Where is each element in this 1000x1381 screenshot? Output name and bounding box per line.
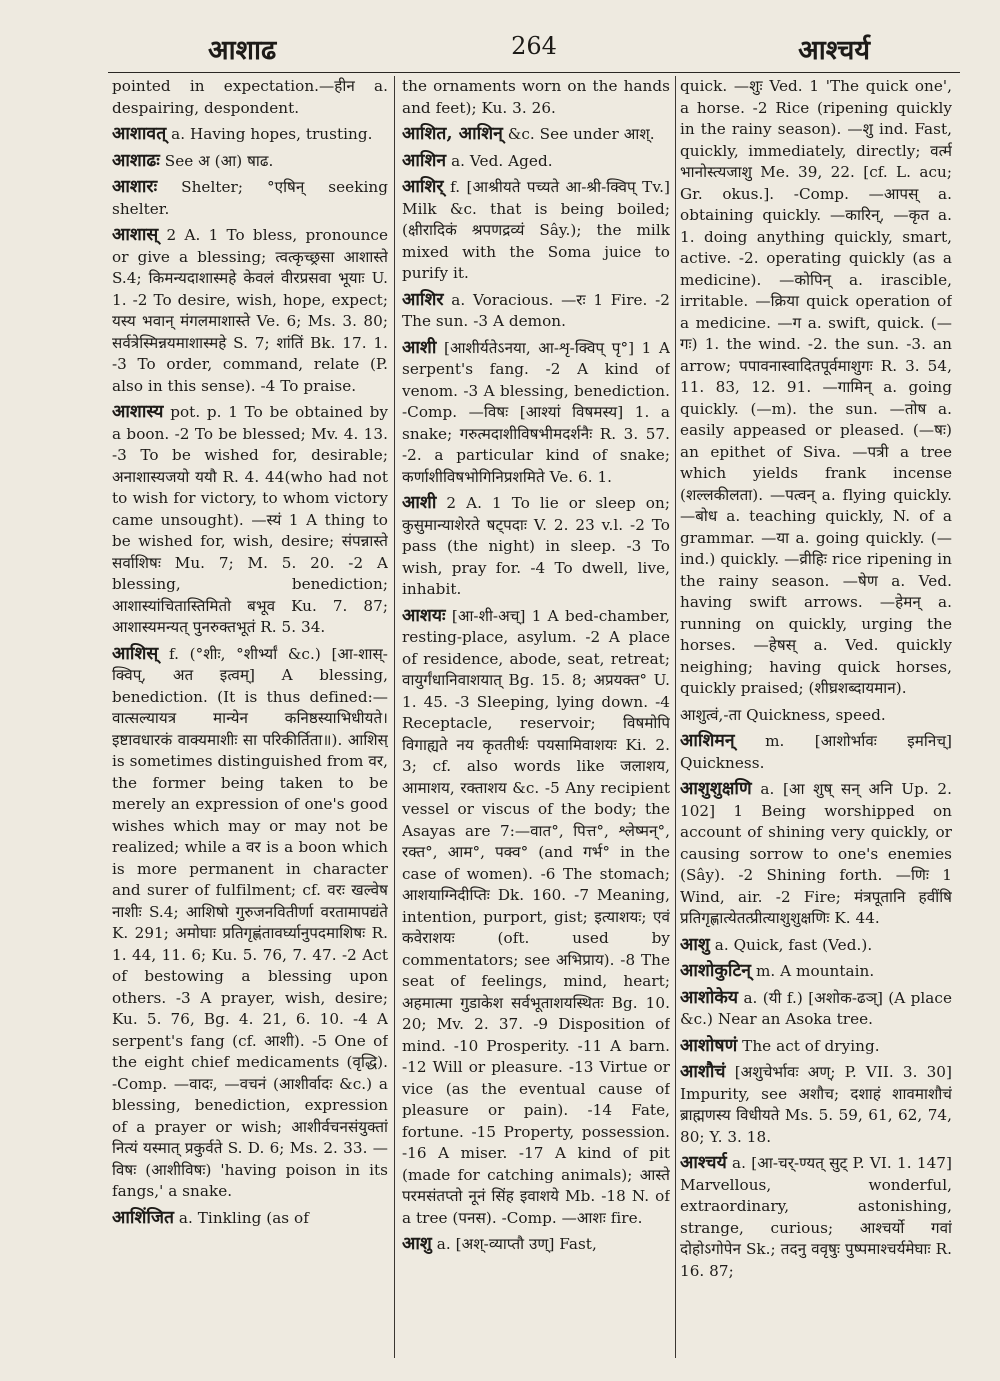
dictionary-entry <box>680 1153 952 1282</box>
column-1 <box>112 76 388 1366</box>
entry-headword: आशिंजित <box>112 1207 175 1228</box>
entry-body: a. [आ-चर्-ण्यत् सुट् P. VI. 1. 147] Marvellous, wonderful, extraordinary, astonishing, strange, curious; आश्चर्यो गवां दोहोऽगोपेन Sk.; तदनु ववृषुः पुष्पमाश्चर्यमेघाः R. 16. 87; <box>680 1154 952 1280</box>
entry-body: a. Having hopes, trusting. <box>166 125 373 143</box>
entry-body: quick. —शुः Ved. 1 'The quick one', a horse. -2 Rice (ripening quickly in the rainy season). —शु ind. Fast, quickly, immediately, directly; वर्त्म भानोस्त्यजाशु Me. 39, 22. [cf. L. acu; Gr. okus.]. -Comp. —आपस् a. obtaining quickly. —कारिन्, —कृत a. 1. doing anything quickly, smart, active. -2. operating quickly (as a medicine). —कोपिन् a. irascible, irritable. —क्रिया quick operation of a medicine. —ग a. swift, quick. (—गः) 1. the wind. -2. the sun. -3. an arrow; पपावनास्वादितपूर्वमाशुगः R. 3. 54, 11. 83, 12. 91. —गामिन् a. going quickly. (—m). the sun. —तोष a. easily appeased or pleased. (—षः) an epithet of Siva. —पत्री a tree which yields frank incense (शल्लकीलता). —पत्वन् a. flying quickly. —बोध a. teaching quickly, N. of a grammar. —या a. going quickly. (—ind.) quickly. —व्रीहिः rice ripening in the rainy season. —षेण a. Ved. having swift arrows. —हेमन् a. running on quickly, urging the horses. —हेषस् a. Ved. quickly neighing; having quick horses, quickly praised; (शीघ्रशब्दायमान). <box>680 77 952 697</box>
entry-body: [आशीर्यतेऽनया, आ-शृ-क्विप् पृ°] 1 A serpent's fang. -2 A kind of venom. -3 A blessing, benediction. -Comp. —विषः [आश्यां विषमस्य] 1. a snake; गरुत्मदाशीविषभीमदर्शनैः R. 3. 57. -2. a particular kind of snake; कर्णाशीविषभोगिनिप्रशमिते Ve. 6. 1. <box>402 338 670 486</box>
entry-headword: आशी <box>402 493 437 513</box>
dictionary-entry <box>402 151 670 173</box>
entry-body: [अशुचेर्भावः अण्; P. VII. 3. 30] Impurity, see अशौच; दशाहं शावमाशौचं ब्राह्मणस्य विधीयते Ms. 5. 59, 61, 62, 74, 80; Y. 3. 18. <box>680 1063 952 1146</box>
header-rule <box>108 72 960 73</box>
entry-body: a. [अश्-व्याप्तौ उण्] Fast, <box>431 1235 597 1253</box>
entry-body: 2 A. 1 To bless, pronounce or give a blessing; त्वत्कृच्छ्रसा आशास्ते S.4; किमन्यदाशास्महे केवलं वीरप्रसवा भूयाः U. 1. -2 To desire, wish, hope, expect; यस्य भवान् मंगलमाशास्ते Ve. 6; Ms. 3. 80; सर्वत्रेस्मिन्नयमाशास्महे S. 7; शांतिं Bk. 17. 1. -3 To order, command, relate (P. also in this sense). -4 To praise. <box>112 226 388 395</box>
entry-body: f. (°शीः, °शीर्भ्यां &c.) [आ-शास्-क्विप्, अत इत्वम्] A blessing, benediction. (It is thus defined:—वात्सल्यायत्र मान्येन कनिष्ठस्याभिधीयते। इष्टावधारकं वाक्यमाशीः सा परिकीर्तिता॥). आशिस् is sometimes distinguished from वर, the former being taken to be merely an expression of one's good wishes which may or may not be realized; while a वर is a boon which is more permanent in character and surer of fulfilment; cf. वरः खल्वेष नाशीः S.4; आशिषो गुरुजनवितीर्णा वरतामापद्यंते K. 291; अमोघाः प्रतिगृह्णंतावर्घ्यानुपदमाशिषः R. 1. 44, 11. 6; Ku. 5. 76, 7. 47. -2 Act of bestowing a blessing upon others. -3 A prayer, wish, desire; Ku. 5. 76, Bg. 4. 21, 6. 10. -4 A serpent's fang (cf. आशी). -5 One of the eight chief medicaments (वृद्धि). -Comp. —वादः, —वचनं (आशीर्वादः &c.) a blessing, benediction, expression of a prayer or wish; आशीर्वचनसंयुक्तां नित्यं यस्मात् प्रकुर्वते S. D. 6; Ms. 2. 33. —विषः (आशीविषः) 'having poison in its fangs,' a snake. <box>112 644 388 1200</box>
dictionary-entry <box>402 177 670 285</box>
dictionary-entry <box>680 705 952 727</box>
entry-headword: आशी <box>402 337 437 358</box>
dictionary-entry <box>112 151 388 173</box>
dictionary-entry <box>112 1208 388 1230</box>
entry-body: The act of drying. <box>737 1036 880 1055</box>
dictionary-entry <box>402 606 670 1230</box>
dictionary-entry <box>680 731 952 774</box>
dictionary-entry <box>402 76 670 119</box>
dictionary-entry <box>680 76 952 700</box>
dictionary-entry <box>402 1234 670 1256</box>
entry-headword: आशारः <box>112 177 158 197</box>
dictionary-entry <box>680 1062 952 1148</box>
entry-headword: आशास्य <box>112 402 164 422</box>
entry-headword: आशोकुटिन् <box>680 961 752 981</box>
dictionary-entry <box>112 402 388 639</box>
entry-body: a. Tinkling (as of <box>174 1208 309 1227</box>
entry-body: a. Voracious. —रः 1 Fire. -2 The sun. -3 A demon. <box>402 290 670 330</box>
dictionary-entry <box>680 935 952 957</box>
entry-body: f. [आश्रीयते पच्यते आ-श्री-क्विप् Tv.] Milk &c. that is being boiled; (क्षीरादिकं श्रपणद्रव्यं Sây.); the milk mixed with the Soma juice to purify it. <box>402 178 670 282</box>
entry-body: आशुत्वं,-ता Quickness, speed. <box>680 705 886 724</box>
entry-body: a. Quick, fast (Ved.). <box>709 935 873 954</box>
entry-body: Shelter; °एषिन् seeking shelter. <box>112 178 388 218</box>
dictionary-entry <box>680 1036 952 1058</box>
entry-headword: आशावत् <box>112 124 167 144</box>
entry-headword: आशित, आशिन् <box>402 124 503 144</box>
column-3 <box>680 76 952 1366</box>
dictionary-entry <box>112 177 388 220</box>
entry-body: a. [आ शुष् सन् अनि Up. 2. 102] 1 Being worshipped on account of shining very quickly, or causing sorrow to one's enemies (Sây). -2 Shining forth. —णिः 1 Wind, air. -2 Fire; मंत्रपूतानि हवींषि प्रतिगृह्णात्येतत्प्रीत्याशुशुक्षणिः K. 44. <box>680 780 952 927</box>
entry-body: &c. See under आश्. <box>502 125 655 143</box>
dictionary-entry <box>112 225 388 397</box>
entry-headword: आशोकेय <box>680 987 739 1008</box>
entry-headword: आशुशुक्षणि <box>680 779 752 799</box>
entry-body: [आ-शी-अच्] 1 A bed-chamber, resting-place, asylum. -2 A place of residence, abode, seat, retreat; वायुर्गंधानिवाशयात् Bg. 15. 8; अप्रयक्त° U. 1. 45. -3 Sleeping, lying down. -4 Receptacle, reservoir; विषमोपि विगाह्यते नय कृततीर्थः पयसामिवाशयः Ki. 2. 3; cf. also words like जलाशय, आमाशय, रक्ताशय &c. -5 Any recipient vessel or viscus of the body; the Asayas are 7:—वात°, पित्त°, श्लेष्मन्°, रक्त°, आम°, पक्व° (and गर्भ° in the case of women). -6 The stomach; आशयाग्निदीप्तिः Dk. 160. -7 Meaning, intention, purport, gist; इत्याशयः; एवं कवेराशयः (oft. used by commentators; see अभिप्राय). -8 The seat of feelings, mind, heart; अहमात्मा गुडाकेश सर्वभूताशयस्थितः Bg. 10. 20; Mv. 2. 37. -9 Disposition of mind. -10 Prosperity. -11 A barn. -12 Will or pleasure. -13 Virtue or vice (as the eventual cause of pleasure or pain). -14 Fate, fortune. -15 Property, possession. -16 A miser. -17 A kind of pit (made for catching animals); आस्ते परमसंतप्तो नूनं सिंह इवाशये Mb. -18 N. of a tree (पनस). -Comp. —आशः fire. <box>402 606 670 1227</box>
dictionary-entry <box>402 290 670 333</box>
entry-body: pot. p. 1 To be obtained by a boon. -2 To be blessed; Mv. 4. 13. -3 To be wished for, desirable; अनाशास्यजयो ययौ R. 4. 44(who had not to wish for victory, to whom victory came unsought). —स्यं 1 A thing to be wished for, wish, desire; संपन्नास्ते सर्वाशिषः Mu. 7; M. 5. 20. -2 A blessing, benediction; आशास्यांचितास्तिमितो बभूव Ku. 7. 87; आशास्यमन्यत् पुनरुक्तभूतं R. 5. 34. <box>112 403 388 636</box>
entry-headword: आशु <box>402 1234 432 1254</box>
dictionary-entry <box>402 124 670 146</box>
dictionary-entry <box>680 961 952 983</box>
header-left-guide-word: आशाढ <box>208 35 277 66</box>
entry-headword: आशौचं <box>680 1062 726 1082</box>
column-divider <box>394 76 395 1358</box>
dictionary-entry <box>680 779 952 930</box>
entry-body: 2 A. 1 To lie or sleep on; कुसुमान्याशेरते षट्पदाः V. 2. 23 v.l. -2 To pass (the night) in sleep. -3 To wish, pray for. -4 To dwell, live, inhabit. <box>402 494 670 598</box>
entry-body: See अ (आ) षाढ. <box>159 151 274 170</box>
entry-headword: आशिमन् <box>680 731 735 751</box>
entry-headword: आशाढः <box>112 150 160 171</box>
entry-headword: आश्चर्य <box>680 1153 727 1173</box>
entry-headword: आशिर <box>402 289 444 310</box>
dictionary-entry <box>112 76 388 119</box>
page-header <box>108 20 960 66</box>
entry-headword: आशोषणं <box>680 1035 738 1056</box>
entry-body: a. Ved. Aged. <box>446 151 553 170</box>
entry-body: m. A mountain. <box>751 962 875 980</box>
dictionary-entry <box>402 338 670 489</box>
entry-headword: आशिर् <box>402 177 444 197</box>
column-divider <box>675 76 676 1358</box>
dictionary-entry <box>112 644 388 1203</box>
header-right-guide-word: आश्चर्य <box>798 35 870 66</box>
entry-body: m. [आशोर्भावः इमनिच्] Quickness. <box>680 732 952 772</box>
entry-headword: आशास् <box>112 225 159 245</box>
entry-headword: आशिन <box>402 150 447 171</box>
entry-body: the ornaments worn on the hands and feet); Ku. 3. 26. <box>402 77 670 117</box>
entry-headword: आशयः <box>402 605 446 626</box>
page-number: 264 <box>511 32 557 60</box>
entry-headword: आशु <box>680 934 710 955</box>
entry-body: pointed in expectation.—हीन a. despairing, despondent. <box>112 77 388 117</box>
entry-headword: आशिस् <box>112 643 159 664</box>
entry-body: a. (यी f.) [अशोक-ढञ्] (A place &c.) Near an Asoka tree. <box>680 988 952 1028</box>
dictionary-entry <box>112 124 388 146</box>
dictionary-entry <box>680 988 952 1031</box>
dictionary-entry <box>402 493 670 601</box>
column-2 <box>402 76 670 1366</box>
